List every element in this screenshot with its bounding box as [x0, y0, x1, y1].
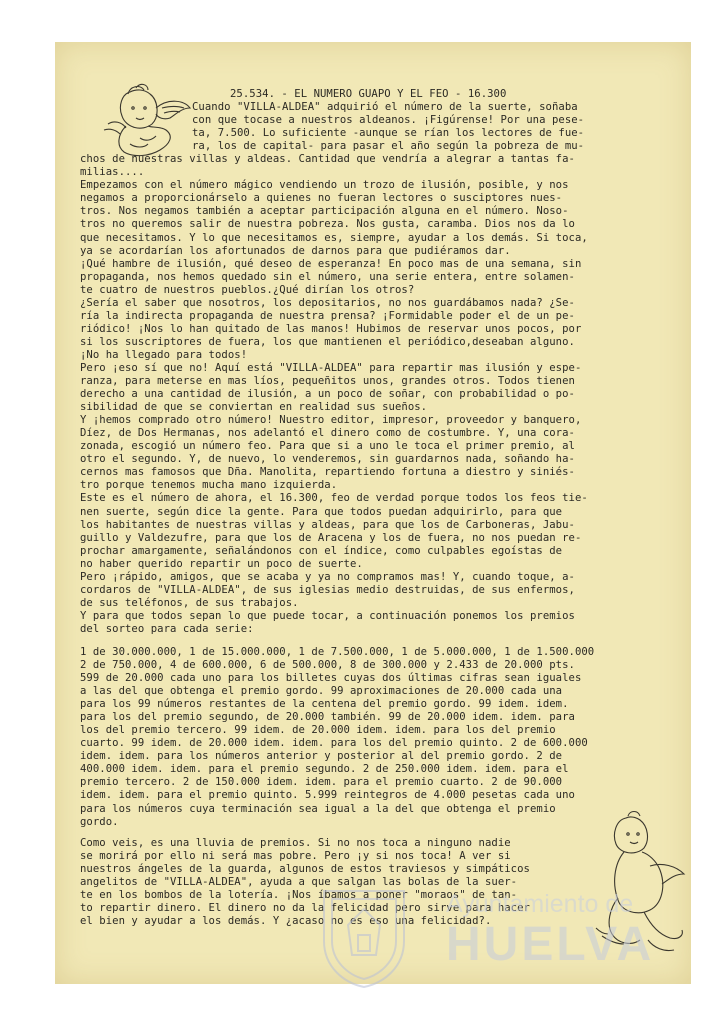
body-line: guillo y Valdezufre, para que los de Aracena y los de fuera, no nos puedan re- — [80, 531, 582, 544]
prize-line: para los números cuya terminación sea igual a la del que obtenga el premio — [80, 802, 556, 815]
closing-line: se morirá por ello ni será mas pobre. Pero ¡y si nos toca! A ver si — [80, 849, 511, 862]
watermark-big-text: HUELVA — [446, 918, 655, 971]
article-title: 25.534. - EL NUMERO GUAPO Y EL FEO - 16.300 — [230, 88, 507, 100]
prize-line: para los 99 números restantes de la centena del premio gordo. 99 idem. idem. — [80, 698, 569, 711]
closing-line: nuestros ángeles de la guarda, algunos de estos traviesos y simpáticos — [80, 862, 530, 875]
closing-line: el bien y ayudar a los demás. Y ¿acaso no es eso una felicidad?. — [80, 914, 492, 927]
body-line: si los suscriptores de fuera, los que mantienen el periódico,deseaban alguno. — [80, 335, 575, 348]
body-line: de sus teléfonos, de sus trabajos. — [80, 596, 299, 609]
prize-line: 2 de 750.000, 4 de 600.000, 6 de 500.000, 8 de 300.000 y 2.433 de 20.000 pts. — [80, 659, 575, 672]
article-text — [80, 88, 680, 928]
huelva-shield-watermark — [318, 885, 410, 989]
body-line: Pero ¡eso sí que no! Aquí está "VILLA-ALDEA" para repartir mas ilusión y espe- — [80, 361, 582, 374]
prize-line: a las del que obtenga el premio gordo. 99 aproximaciones de 20.000 cada una — [80, 685, 563, 698]
body-line: ría la indirecta propaganda de nuestra prensa? ¡Formidable poder el de un pe- — [80, 309, 575, 322]
body-line: otro el segundo. Y, de nuevo, lo venderemos, sin guardarnos nada, soñando ha- — [80, 453, 575, 466]
intro-paragraph — [80, 101, 680, 153]
body-line: Pero ¡rápido, amigos, que se acaba y ya no compramos mas! Y, cuando toque, a- — [80, 570, 575, 583]
body-line: los habitantes de nuestras villas y aldeas, para que los de Carboneras, Jabu- — [80, 518, 575, 531]
body-line: cernos mas famosos que Dña. Manolita, repartiendo fortuna a diestro y siniés- — [80, 466, 575, 479]
body-line: tros no queremos salir de nuestra pobreza. Nos gusta, caramba. Dios nos da lo — [80, 218, 575, 231]
body-line: riódico! ¡Nos lo han quitado de las manos! Hubimos de reservar unos pocos, por — [80, 322, 582, 335]
prize-line: 1 de 30.000.000, 1 de 15.000.000, 1 de 7.500.000, 1 de 5.000.000, 1 de 1.500.000 — [80, 645, 595, 658]
body-line: zonada, escogió un número feo. Para que si a uno le toca el primer premio, al — [80, 440, 575, 453]
prize-line: cuarto. 99 idem. de 20.000 idem. idem. para los del premio quinto. 2 de 600.000 — [80, 737, 588, 750]
prize-line: gordo. — [80, 815, 119, 828]
closing-line: to repartir dinero. El dinero no da la felicidad pero sirve para hacer — [80, 901, 530, 914]
intro-line: con que tocase a nuestros aldeanos. ¡Figúrense! Por una pese- — [192, 114, 585, 127]
prize-line: 599 de 20.000 cada uno para los billetes cuyas dos últimas cifras sean iguales — [80, 672, 582, 685]
body-line: Díez, de Dos Hermanas, nos adelantó el dinero como de costumbre. Y, una cora- — [80, 427, 575, 440]
body-line: ¡No ha llegado para todos! — [80, 348, 248, 361]
body-line: milias.... — [80, 166, 145, 179]
body-line: Y ¡hemos comprado otro número! Nuestro editor, impresor, proveedor y banquero, — [80, 414, 582, 427]
closing-line: angelitos de "VILLA-ALDEA", ayuda a que salgan las bolas de la suer- — [80, 875, 518, 888]
body-paragraphs — [80, 153, 680, 636]
body-line: tro porque tenemos mucha mano izquierda. — [80, 479, 338, 492]
body-line: ¿Sería el saber que nosotros, los depositarios, no nos guardábamos nada? ¿Se- — [80, 296, 575, 309]
body-line: nen suerte, según dice la gente. Para que todos puedan adquirirlo, para que — [80, 505, 563, 518]
intro-line: ra, los de capital- para pasar el año según la pobreza de mu- — [192, 140, 585, 153]
watermark-small-text: Ayuntamiento de — [446, 890, 634, 918]
prize-line: los del premio tercero. 99 idem. de 20.000 idem. idem. para los del premio — [80, 724, 556, 737]
body-line: prochar amargamente, señalándonos con el índice, como culpables egoístas de — [80, 544, 563, 557]
body-line: chos de nuestras villas y aldeas. Cantidad que vendría a alegrar a tantas fa- — [80, 153, 575, 166]
body-line: Empezamos con el número mágico vendiendo un trozo de ilusión, posible, y nos — [80, 179, 569, 192]
body-line: ¡Qué hambre de ilusión, qué deseo de esperanza! En poco mas de una semana, sin — [80, 257, 582, 270]
body-line: no haber querido repartir un poco de suerte. — [80, 557, 363, 570]
body-line: ranza, para meterse en mas líos, pequeñitos unos, grandes otros. Todos tienen — [80, 375, 575, 388]
prize-line: idem. idem. para los números anterior y posterior al del premio gordo. 2 de — [80, 750, 563, 763]
closing-line: te en los bombos de la lotería. ¡Nos íbamos a poner "moraos" de tan- — [80, 888, 518, 901]
prize-line: premio tercero. 2 de 150.000 idem. idem. para el premio cuarto. 2 de 90.000 — [80, 776, 563, 789]
intro-line: ta, 7.500. Lo suficiente -aunque se rían los lectores de fue- — [192, 127, 585, 140]
prize-line: 400.000 idem. idem. para el premio segundo. 2 de 250.000 idem. idem. para el — [80, 763, 569, 776]
prize-line: idem. idem. para el premio quinto. 5.999 reintegros de 4.000 pesetas cada uno — [80, 789, 575, 802]
body-line: del sorteo para cada serie: — [80, 622, 254, 635]
body-line: derecho a una cantidad de ilusión, a un poco de soñar, con probabilidad o po- — [80, 388, 575, 401]
body-line: negamos a proporcionárselo a quienes no fueran lectores o susciptores nues- — [80, 192, 563, 205]
body-line: propaganda, nos hemos quedado sin el número, una serie entera, entre solamen- — [80, 270, 575, 283]
closing-line: Como veis, es una lluvia de premios. Si no nos toca a ninguno nadie — [80, 836, 511, 849]
body-line: cordaros de "VILLA-ALDEA", de sus iglesias medio destruidas, de sus enfermos, — [80, 583, 575, 596]
body-line: te cuatro de nuestros pueblos.¿Qué dirían los otros? — [80, 283, 415, 296]
prize-line: para los del premio segundo, de 20.000 también. 99 de 20.000 idem. idem. para — [80, 711, 575, 724]
prize-list — [80, 646, 680, 829]
body-line: ya se acordarían los afortunados de darnos para que pudiéramos dar. — [80, 244, 511, 257]
body-line: sibilidad de que se conviertan en realidad sus sueños. — [80, 401, 428, 414]
body-line: Este es el número de ahora, el 16.300, feo de verdad porque todos los feos tie- — [80, 492, 588, 505]
body-line: tros. Nos negamos también a aceptar participación alguna en el número. Noso- — [80, 205, 569, 218]
watermark — [318, 885, 718, 995]
body-line: que necesitamos. Y lo que necesitamos es, siempre, ayudar a los demás. Si toca, — [80, 231, 588, 244]
intro-line: Cuando "VILLA-ALDEA" adquirió el número de la suerte, soñaba — [192, 101, 578, 114]
body-line: Y para que todos sepan lo que puede tocar, a continuación ponemos los premios — [80, 609, 575, 622]
